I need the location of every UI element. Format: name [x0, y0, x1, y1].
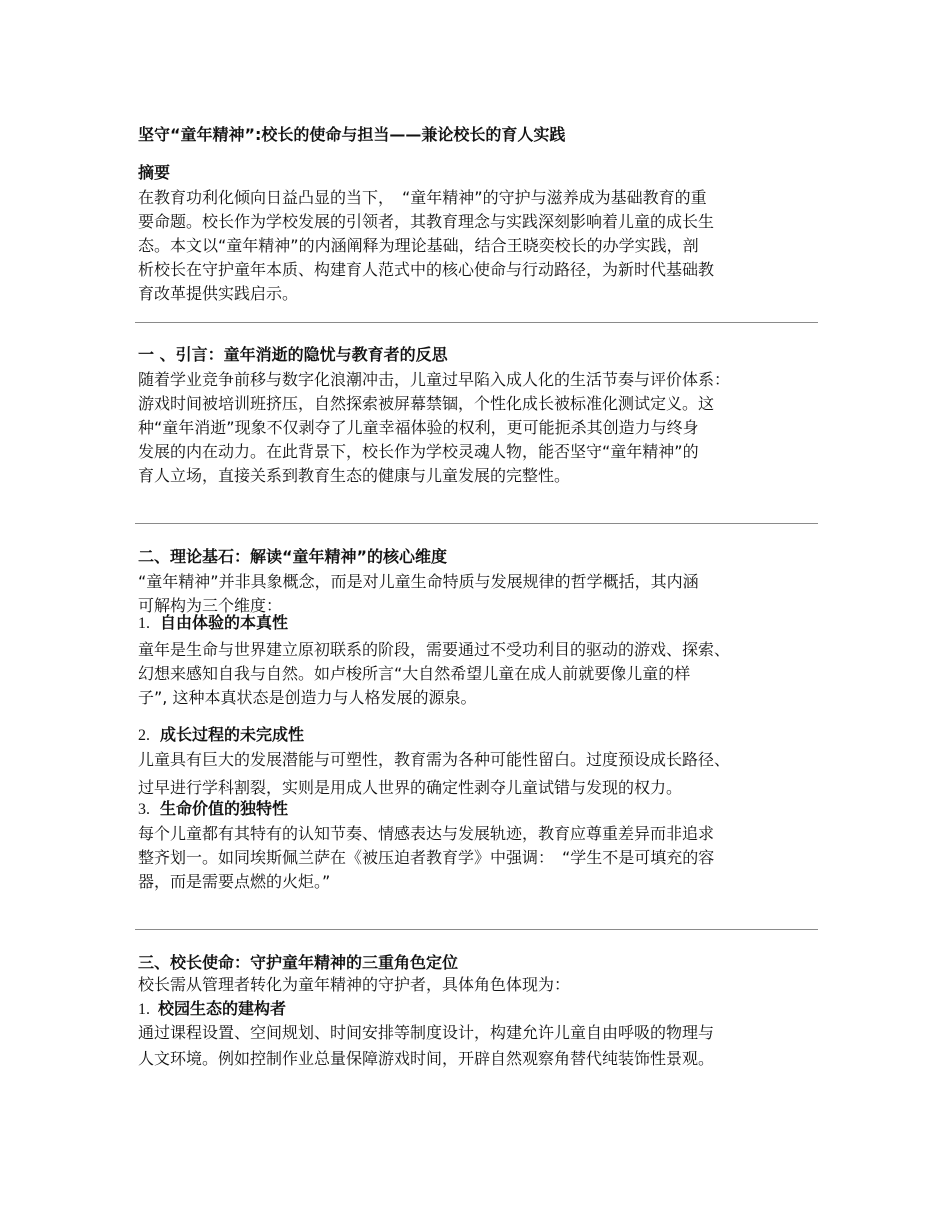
item-title: 成长过程的未完成性: [160, 725, 305, 744]
item-title: 自由体验的本真性: [160, 613, 289, 632]
abstract-line: 析校长在守护童年本质、构建育人范式中的核心使命与行动路径，为新时代基础教: [138, 260, 715, 279]
abstract-line: 育改革提供实践启示。: [138, 284, 299, 303]
section2-item2-paragraph: [138, 746, 814, 802]
section2-heading: 二、理论基石：解读“童年精神”的核心维度: [138, 547, 448, 566]
section2-item1-heading: [138, 612, 288, 635]
section3-item1-paragraph: [138, 1020, 814, 1072]
abstract-line: 要命题。校长作为学校发展的引领者，其教育理念与实践深刻影响着儿童的成长生: [138, 212, 715, 231]
abstract-line: 在教育功利化倾向日益凸显的当下， “童年精神”的守护与滋养成为基础教育的重: [138, 188, 707, 207]
section2-item3-heading: [138, 798, 288, 821]
item-number: 3.: [138, 801, 150, 818]
item-number: 1.: [138, 1001, 150, 1018]
section-divider: [135, 929, 818, 930]
item-number: 1.: [138, 615, 150, 632]
paragraph-line: 过早进行学科割裂，实则是用成人世界的确定性剥夺儿童试错与发现的权力。: [138, 778, 683, 797]
section2-item1-paragraph: [138, 638, 814, 710]
document-title: 坚守“童年精神”:校长的使命与担当——兼论校长的育人实践: [138, 125, 566, 144]
section3-item1-heading: [138, 998, 286, 1021]
paragraph-line: 人文环境。例如控制作业总量保障游戏时间，开辟自然观察角替代纯装饰性景观。: [138, 1049, 715, 1068]
paragraph-line: 器，而是需要点燃的火炬。”: [138, 872, 331, 891]
paragraph-line: 子”, 这种本真状态是创造力与人格发展的源泉。: [138, 688, 477, 707]
item-title: 生命价值的独特性: [160, 799, 289, 818]
section2-intro-line: 可解构为三个维度：: [138, 596, 283, 615]
item-title: 校园生态的建构者: [158, 999, 287, 1018]
paragraph-line: 整齐划一。如同埃斯佩兰萨在《被压迫者教育学》中强调： “学生不是可填充的容: [138, 848, 715, 867]
section2-intro-line: “童年精神”并非具象概念，而是对儿童生命特质与发展规律的哲学概括，其内涵: [138, 572, 699, 591]
section2-item3-paragraph: [138, 822, 814, 894]
paragraph-line: 幻想来感知自我与自然。如卢梭所言“大自然希望儿童在成人前就要像儿童的样: [138, 664, 691, 683]
section1-line: 随着学业竞争前移与数字化浪潮冲击，儿童过早陷入成人化的生活节奏与评价体系：: [138, 370, 731, 389]
abstract-heading: 摘要: [138, 163, 171, 182]
section1-line: 种“童年消逝”现象不仅剥夺了儿童幸福体验的权利，更可能扼杀其创造力与终身: [138, 418, 699, 437]
section-divider: [135, 523, 818, 524]
section1-line: 育人立场，直接关系到教育生态的健康与儿童发展的完整性。: [138, 466, 571, 485]
section3-intro: 校长需从管理者转化为童年精神的守护者，具体角色体现为：: [138, 975, 571, 994]
item-number: 2.: [138, 727, 150, 744]
section1-heading: 一 、引言：童年消逝的隐忧与教育者的反思: [138, 345, 448, 364]
section3-heading: 三、校长使命：守护童年精神的三重角色定位: [138, 953, 459, 972]
section1-paragraph: [138, 368, 814, 488]
paragraph-line: 童年是生命与世界建立原初联系的阶段，需要通过不受功利目的驱动的游戏、探索、: [138, 640, 731, 659]
abstract-paragraph: [138, 186, 814, 306]
section2-intro: [138, 570, 814, 618]
paragraph-line: 儿童具有巨大的发展潜能与可塑性，教育需为各种可能性留白。过度预设成长路径、: [138, 750, 731, 769]
section2-item2-heading: [138, 724, 304, 747]
section-divider: [135, 322, 818, 323]
abstract-line: 态。本文以“童年精神”的内涵阐释为理论基础，结合王晓奕校长的办学实践，剖: [138, 236, 699, 255]
section1-line: 游戏时间被培训班挤压，自然探索被屏幕禁锢，个性化成长被标准化测试定义。这: [138, 394, 715, 413]
paragraph-line: 通过课程设置、空间规划、时间安排等制度设计，构建允许儿童自由呼吸的物理与: [138, 1023, 715, 1042]
paragraph-line: 每个儿童都有其特有的认知节奏、情感表达与发展轨迹，教育应尊重差异而非追求: [138, 824, 715, 843]
section1-line: 发展的内在动力。在此背景下，校长作为学校灵魂人物，能否坚守“童年精神”的: [138, 442, 699, 461]
